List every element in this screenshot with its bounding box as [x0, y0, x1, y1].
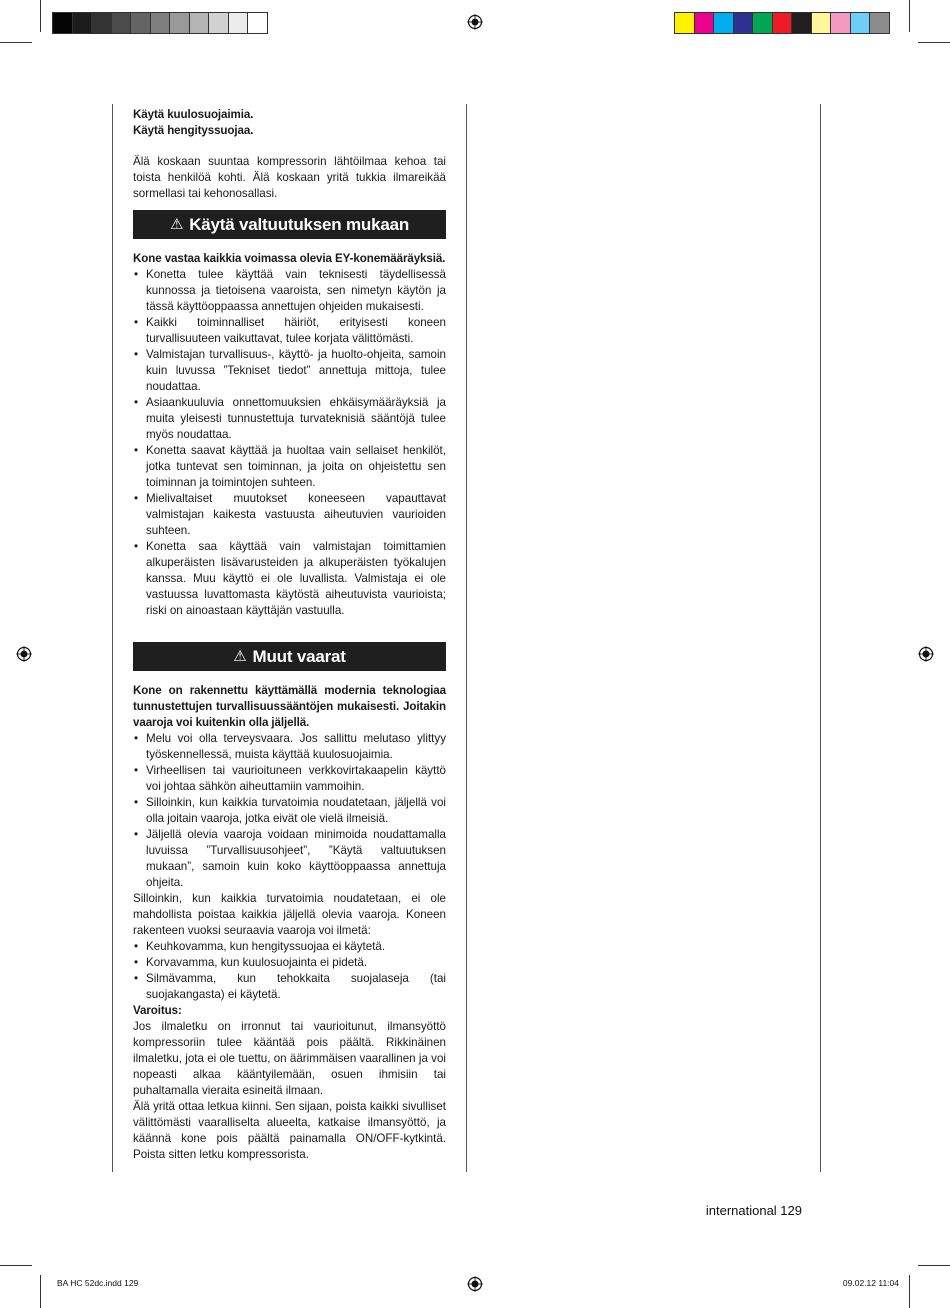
section1-bullet-list [133, 267, 446, 619]
text-column [133, 107, 446, 1163]
color-swatch [208, 12, 229, 34]
intro-line-1: Käytä kuulosuojaimia. [133, 108, 254, 121]
bullet-item: • Keuhkovamma, kun hengityssuojaa ei käytetä. [133, 939, 446, 955]
color-swatch [811, 12, 832, 34]
slug-date-info: 09.02.12 11:04 [842, 1278, 899, 1288]
section2-lead: Kone on rakennettu käyttämällä modernia teknologiaa tunnustettujen turvallisuussääntöjen mukaisesti. Joitakin vaaroja voi kuitenkin olla jäljellä. [133, 684, 446, 729]
color-swatch [674, 12, 695, 34]
crop-mark-top-left-h [0, 42, 32, 43]
section2-bullet-list [133, 731, 446, 891]
warning-paragraph-2: Älä yritä ottaa letkua kiinni. Sen sijaan, poista kaikki sivulliset välittömästi vaaralliselta alueelta, katkaise ilmansyöttö, ja käännä kone pois päältä painamalla ON/OFF-kytkintä. Poista sitten letku kompressorista. [133, 1100, 446, 1161]
bullet-item: • Asiaankuuluvia onnettomuuksien ehkäisymääräyksiä ja muita yleisesti tunnustettuja turvateknisiä sääntöjä tulee myös noudattaa. [133, 395, 446, 443]
color-swatch [869, 12, 890, 34]
bullet-item: • Konetta saavat käyttää ja huoltaa vain sellaiset henkilöt, jotka tuntevat sen toiminnan, ja joita on ohjeistettu sen toiminnan ja toimintojen suhteen. [133, 443, 446, 491]
color-swatch [733, 12, 754, 34]
registration-mark-right [918, 646, 934, 662]
bullet-item: • Valmistajan turvallisuus-, käyttö- ja huolto-ohjeita, samoin kuin luvussa ”Tekniset tiedot” annettuja mittoja, tulee noudattaa. [133, 347, 446, 395]
crop-mark-bottom-left-v [40, 1275, 41, 1308]
crop-mark-bottom-right-v [909, 1275, 910, 1308]
warning-triangle-icon: ⚠ [169, 215, 184, 233]
color-swatch [713, 12, 734, 34]
crop-mark-top-left-v [40, 0, 41, 32]
color-swatch [169, 12, 190, 34]
warning-paragraph-1: Jos ilmaletku on irronnut tai vaurioitunut, ilmansyöttö kompressoriin tulee kääntää pois päältä. Rikkinäinen ilmaletku, jota ei ole tuettu, on äärimmäisen vaarallinen ja voi nopeasti alkaa kääntyilemään, osuen ihmisiin tai puhaltamalla vieraita esineitä ilmaan. [133, 1020, 446, 1097]
bullet-item: • Silloinkin, kun kaikkia turvatoimia noudatetaan, jäljellä voi olla joitain vaaroja, jotka eivät ole vielä ilmeisiä. [133, 795, 446, 827]
color-swatch-strip [674, 12, 889, 34]
registration-mark-top [467, 14, 483, 30]
intro-paragraph: Älä koskaan suuntaa kompressorin lähtöilmaa kehoa tai toista henkilöä kohti. Älä koskaan yritä tukkia ilmareikää sormellasi tai kehonosallasi. [133, 155, 446, 200]
color-swatch [791, 12, 812, 34]
color-swatch [189, 12, 210, 34]
crop-mark-top-right-v [909, 0, 910, 32]
section-heading-other-hazards [133, 642, 446, 671]
intro-line-2: Käytä hengityssuojaa. [133, 124, 254, 137]
spacer [133, 139, 446, 154]
section2-hazard-list [133, 939, 446, 1003]
color-swatch [52, 12, 73, 34]
warning-triangle-icon: ⚠ [233, 647, 247, 665]
bullet-item: • Jäljellä olevia vaaroja voidaan minimoida noudattamalla luvuissa ”Turvallisuusohjeet”, ”Käytä valtuutuksen mukaan”, samoin kuin koko käyttöoppaassa annettuja ohjeita. [133, 827, 446, 891]
color-swatch [850, 12, 871, 34]
bullet-item: • Melu voi olla terveysvaara. Jos sallittu melutaso ylittyy työskennellessä, muista käyttää kuulosuojaimia. [133, 731, 446, 763]
section-heading-authorized-use [133, 210, 446, 239]
color-swatch [752, 12, 773, 34]
registration-mark-bottom [467, 1276, 483, 1292]
section-heading-text: Käytä valtuutuksen mukaan [189, 214, 410, 234]
page-folio: international 129 [705, 1203, 802, 1218]
bullet-item: • Mielivaltaiset muutokset koneeseen vapauttavat valmistajan kaikesta vastuusta aiheutuvien vaurioiden suhteen. [133, 491, 446, 539]
color-swatch [830, 12, 851, 34]
color-swatch [111, 12, 132, 34]
slug-file-info: BA HC 52dc.indd 129 [57, 1278, 139, 1288]
color-swatch [772, 12, 793, 34]
bullet-item: • Konetta tulee käyttää vain teknisesti täydellisessä kunnossa ja tietoisena vaaroista, sen nimetyn käytön ja tässä käyttöoppaassa annettujen ohjeiden mukaisesti. [133, 267, 446, 315]
gray-swatch-strip [52, 12, 267, 34]
color-swatch [228, 12, 249, 34]
bullet-item: • Korvavamma, kun kuulosuojainta ei pidetä. [133, 955, 446, 971]
section1-lead: Kone vastaa kaikkia voimassa olevia EY-konemääräyksiä. [133, 252, 446, 265]
column-rule-middle [466, 104, 467, 1172]
registration-mark-left [16, 646, 32, 662]
color-swatch [130, 12, 151, 34]
crop-mark-top-right-h [918, 42, 950, 43]
bullet-item: • Silmävamma, kun tehokkaita suojalaseja (tai suojakangasta) ei käytetä. [133, 971, 446, 1003]
color-swatch [72, 12, 93, 34]
color-swatch [150, 12, 171, 34]
section2-paragraph: Silloinkin, kun kaikkia turvatoimia noudatetaan, ei ole mahdollista poistaa kaikkia jäljellä olevia vaaroja. Koneen rakenteen vuoksi seuraavia vaaroja voi ilmetä: [133, 892, 446, 937]
bullet-item: • Virheellisen tai vaurioituneen verkkovirtakaapelin käyttö voi johtaa sähkön aiheuttamiin vammoihin. [133, 763, 446, 795]
section-heading-text: Muut vaarat [252, 646, 346, 666]
color-swatch [247, 12, 268, 34]
crop-mark-bottom-right-h [918, 1265, 950, 1266]
bullet-item: • Kaikki toiminnalliset häiriöt, erityisesti koneen turvallisuuteen vaikuttavat, tulee korjata välittömästi. [133, 315, 446, 347]
bullet-item: • Konetta saa käyttää vain valmistajan toimittamien alkuperäisten lisävarusteiden ja alkuperäisten työkalujen kanssa. Muu käyttö ei ole luvallista. Valmistaja ei ole vastuussa luvattomasta käytöstä aiheutuvista vaurioista; riski on ainoastaan käyttäjän vastuulla. [133, 539, 446, 619]
crop-mark-bottom-left-h [0, 1265, 32, 1266]
color-swatch [694, 12, 715, 34]
column-rule-left [112, 104, 113, 1172]
color-swatch [91, 12, 112, 34]
column-rule-right [820, 104, 821, 1172]
warning-label: Varoitus: [133, 1004, 182, 1017]
